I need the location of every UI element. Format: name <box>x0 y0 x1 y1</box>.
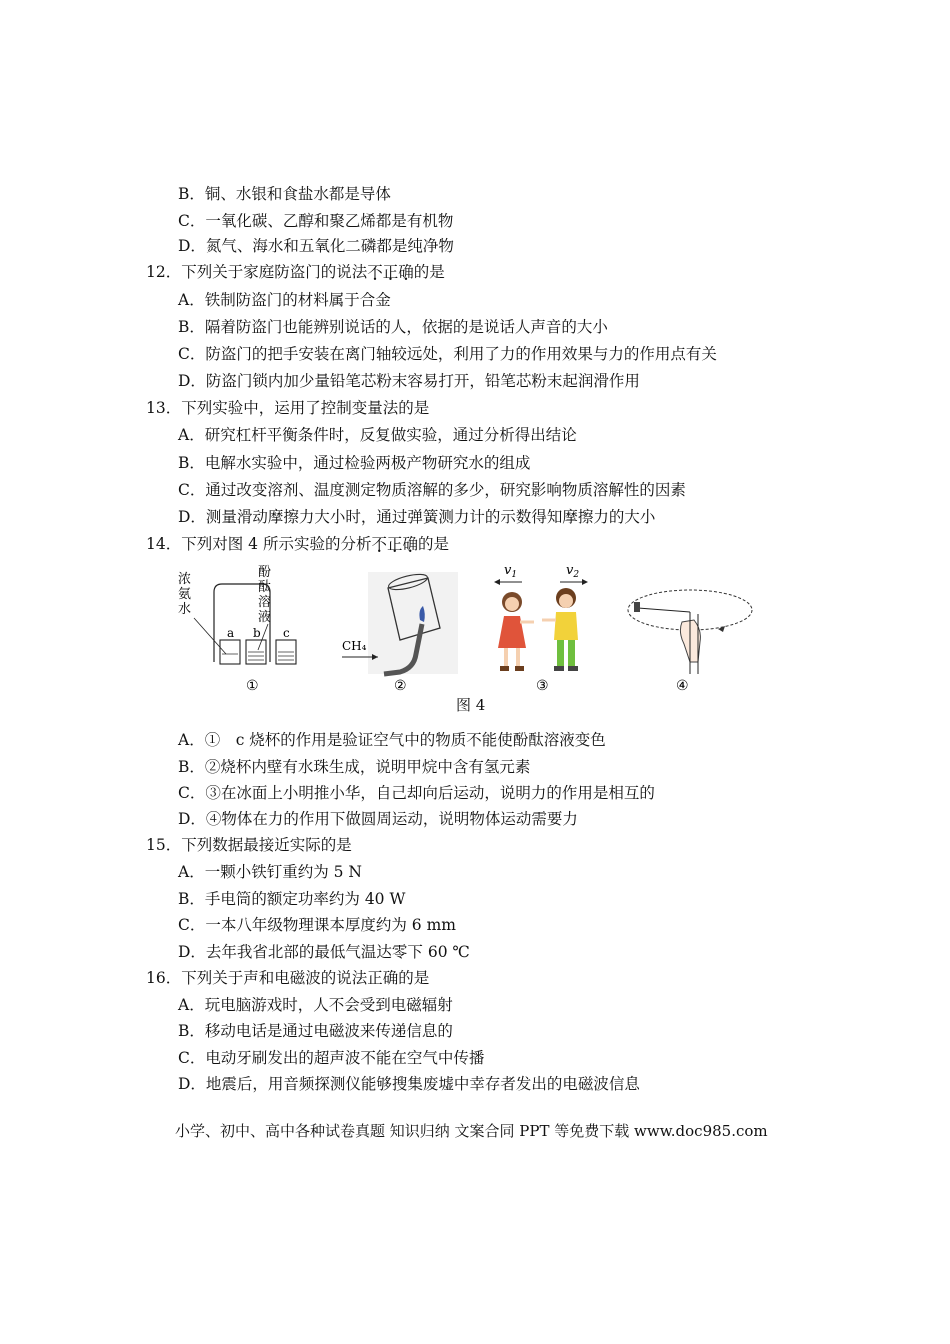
q11-option-b: B．铜、水银和食盐水都是导体 <box>178 185 391 203</box>
q13-option-b: B．电解水实验中，通过检验两极产物研究水的组成 <box>178 454 531 472</box>
q16-option-b: B．移动电话是通过电磁波来传递信息的 <box>178 1022 453 1040</box>
footer-text: 小学、初中、高中各种试卷真题 知识归纳 文案合同 PPT 等免费下载 www.doc985.com <box>175 1122 768 1140</box>
q14-option-a: A．① c 烧杯的作用是验证空气中的物质不能使酚酞溶液变色 <box>178 731 606 749</box>
q16-stem: 16．下列关于声和电磁波的说法正确的是 <box>146 969 430 987</box>
q12-stem: 12．下列关于家庭防盗门的说法不正确的是 <box>146 263 445 281</box>
panel-1-ammonia-experiment <box>178 565 296 694</box>
v1-label: $v_1$ <box>504 563 518 580</box>
label-ammonia-2: 氨 <box>178 587 192 602</box>
q16-option-c: C．电动牙刷发出的超声波不能在空气中传播 <box>178 1049 485 1067</box>
q13-stem: 13．下列实验中，运用了控制变量法的是 <box>146 399 430 417</box>
label-phenol-4: 液 <box>258 610 272 625</box>
beaker-b-label: b <box>253 626 261 640</box>
v2-label: $v_2$ <box>566 563 580 580</box>
q13-option-a: A．研究杠杆平衡条件时，反复做实验，通过分析得出结论 <box>178 426 577 444</box>
q12-option-a: A．铁制防盗门的材料属于合金 <box>178 291 391 309</box>
q12-option-c: C．防盗门的把手安装在离门轴较远处，利用了力的作用效果与力的作用点有关 <box>178 345 717 363</box>
q15-option-a: A．一颗小铁钉重约为 5 N <box>178 863 362 881</box>
panel-3-label: ③ <box>536 678 549 694</box>
q15-stem: 15．下列数据最接近实际的是 <box>146 836 352 854</box>
q14-option-b: B．②烧杯内壁有水珠生成，说明甲烷中含有氢元素 <box>178 758 531 776</box>
q14-option-d: D．④物体在力的作用下做圆周运动，说明物体运动需要力 <box>178 810 578 828</box>
q14-stem: 14．下列对图 4 所示实验的分析不正确的是 <box>146 535 450 553</box>
q16-option-d: D．地震后，用音频探测仪能够搜集废墟中幸存者发出的电磁波信息 <box>178 1075 640 1093</box>
panel-3-skaters <box>494 563 588 694</box>
ch4-label: CH₄ <box>342 639 367 653</box>
q13-option-c: C．通过改变溶剂、温度测定物质溶解的多少，研究影响物质溶解性的因素 <box>178 481 686 499</box>
q11-option-c: C．一氧化碳、乙醇和聚乙烯都是有机物 <box>178 212 454 230</box>
q15-option-c: C．一本八年级物理课本厚度约为 6 mm <box>178 916 456 934</box>
q12-option-d: D．防盗门锁内加少量铅笔芯粉末容易打开，铅笔芯粉末起润滑作用 <box>178 372 640 390</box>
label-ammonia-1: 浓 <box>178 572 192 587</box>
beaker-a-label: a <box>227 626 235 640</box>
panel-2-methane-experiment <box>342 571 458 694</box>
panel-2-label: ② <box>394 678 407 694</box>
q15-option-d: D．去年我省北部的最低气温达零下 60 ℃ <box>178 943 470 961</box>
q11-option-d: D．氮气、海水和五氧化二磷都是纯净物 <box>178 237 454 255</box>
panel-1-label: ① <box>246 678 259 694</box>
q16-option-a: A．玩电脑游戏时，人不会受到电磁辐射 <box>178 996 453 1014</box>
q15-option-b: B．手电筒的额定功率约为 40 W <box>178 890 406 908</box>
figure-caption: 图 4 <box>456 696 486 714</box>
label-ammonia-3: 水 <box>178 602 192 617</box>
label-phenol-1: 酚 <box>258 565 272 580</box>
panel-4-label: ④ <box>676 678 689 694</box>
label-phenol-2: 酞 <box>258 580 272 595</box>
label-phenol-3: 溶 <box>258 595 272 610</box>
q12-option-b: B．隔着防盗门也能辨别说话的人，依据的是说话人声音的大小 <box>178 318 608 336</box>
beaker-c-label: c <box>283 626 290 640</box>
q14-option-c: C．③在冰面上小明推小华，自己却向后运动，说明力的作用是相互的 <box>178 784 655 802</box>
q13-option-d: D．测量滑动摩擦力大小时，通过弹簧测力计的示数得知摩擦力的大小 <box>178 508 656 526</box>
panel-4-circular-motion <box>628 590 752 694</box>
